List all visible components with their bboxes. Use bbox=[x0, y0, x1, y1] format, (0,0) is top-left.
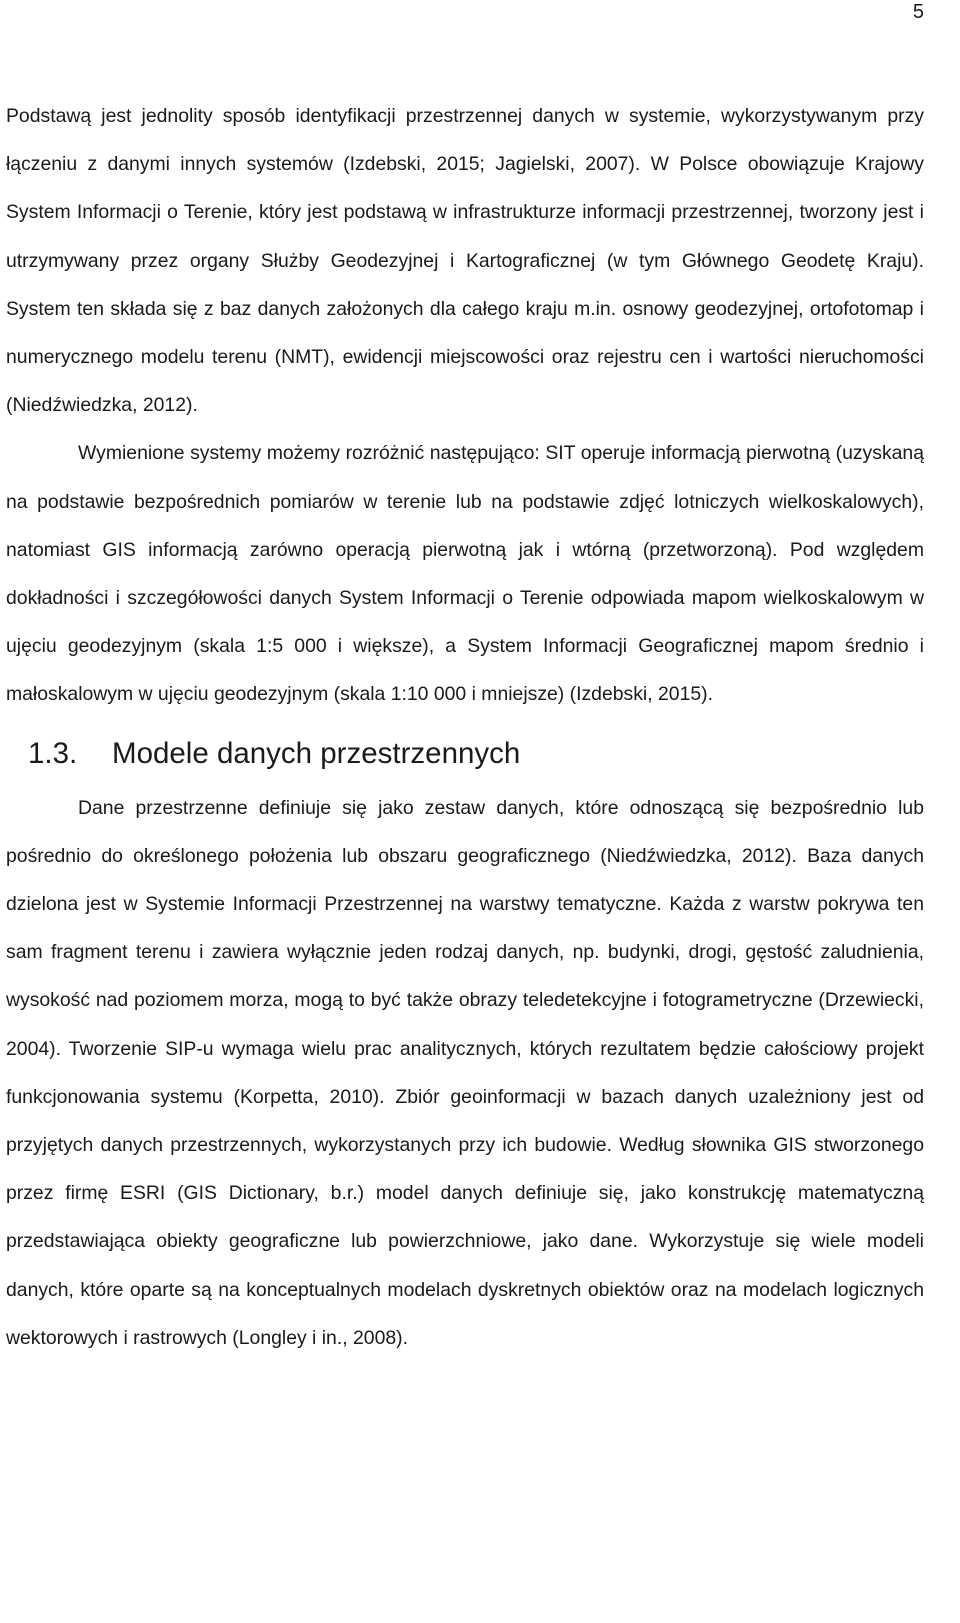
paragraph-systems-comparison: Wymienione systemy możemy rozróżnić następująco: SIT operuje informacją pierwotną (uzyskaną na podstawie bezpośrednich pomiarów w terenie lub na podstawie zdjęć lotniczych wielkoskalowych), natomiast GIS informacją zarówno operacją pierwotną jak i wtórną (przetworzoną). Pod względem dokładności i szczegółowości danych System Informacji o Terenie odpowiada mapom wielkoskalowym w ujęciu geodezyjnym (skala 1:5 000 i większe), a System Informacji Geograficznej mapom średnio i małoskalowym w ujęciu geodezyjnym (skala 1:10 000 i mniejsze) (Izdebski, 2015). bbox=[6, 442, 924, 706]
document-body bbox=[6, 92, 924, 1362]
section-number: 1.3. bbox=[28, 736, 78, 770]
paragraph-intro: Podstawą jest jednolity sposób identyfikacji przestrzennej danych w systemie, wykorzystywanym przy łączeniu z danymi innych systemów (Izdebski, 2015; Jagielski, 2007). W Polsce obowiązuje Krajowy System Informacji o Terenie, który jest podstawą w infrastrukturze informacji przestrzennej, tworzony jest i utrzymywany przez organy Służby Geodezyjnej i Kartograficznej (w tym Głównego Geodetę Kraju). System ten składa się z baz danych założonych dla całego kraju m.in. osnowy geodezyjnej, ortofotomap i numerycznego modelu terenu (NMT), ewidencji miejscowości oraz rejestru cen i wartości nieruchomości (Niedźwiedzka, 2012). bbox=[6, 105, 924, 417]
section-heading bbox=[6, 734, 924, 774]
paragraph-spatial-data-models: Dane przestrzenne definiuje się jako zestaw danych, które odnoszącą się bezpośrednio lub pośrednio do określonego położenia lub obszaru geograficznego (Niedźwiedzka, 2012). Baza danych dzielona jest w Systemie Informacji Przestrzennej na warstwy tematyczne. Każda z warstw pokrywa ten sam fragment terenu i zawiera wyłącznie jeden rodzaj danych, np. budynki, drogi, gęstość zaludnienia, wysokość nad poziomem morza, mogą to być także obrazy teledetekcyjne i fotogrametryczne (Drzewiecki, 2004). Tworzenie SIP-u wymaga wielu prac analitycznych, których rezultatem będzie całościowy projekt funkcjonowania systemu (Korpetta, 2010). Zbiór geoinformacji w bazach danych uzależniony jest od przyjętych danych przestrzennych, wykorzystanych przy ich budowie. Według słownika GIS stworzonego przez firmę ESRI (GIS Dictionary, b.r.) model danych definiuje się, jako konstrukcję matematyczną przedstawiająca obiekty geograficzne lub powierzchniowe, jako dane. Wykorzystuje się wiele modeli danych, które oparte są na konceptualnych modelach dyskretnych obiektów oraz na modelach logicznych wektorowych i rastrowych (Longley i in., 2008). bbox=[6, 796, 924, 1349]
page-number: 5 bbox=[912, 1, 924, 23]
section-title: Modele danych przestrzennych bbox=[112, 736, 521, 770]
